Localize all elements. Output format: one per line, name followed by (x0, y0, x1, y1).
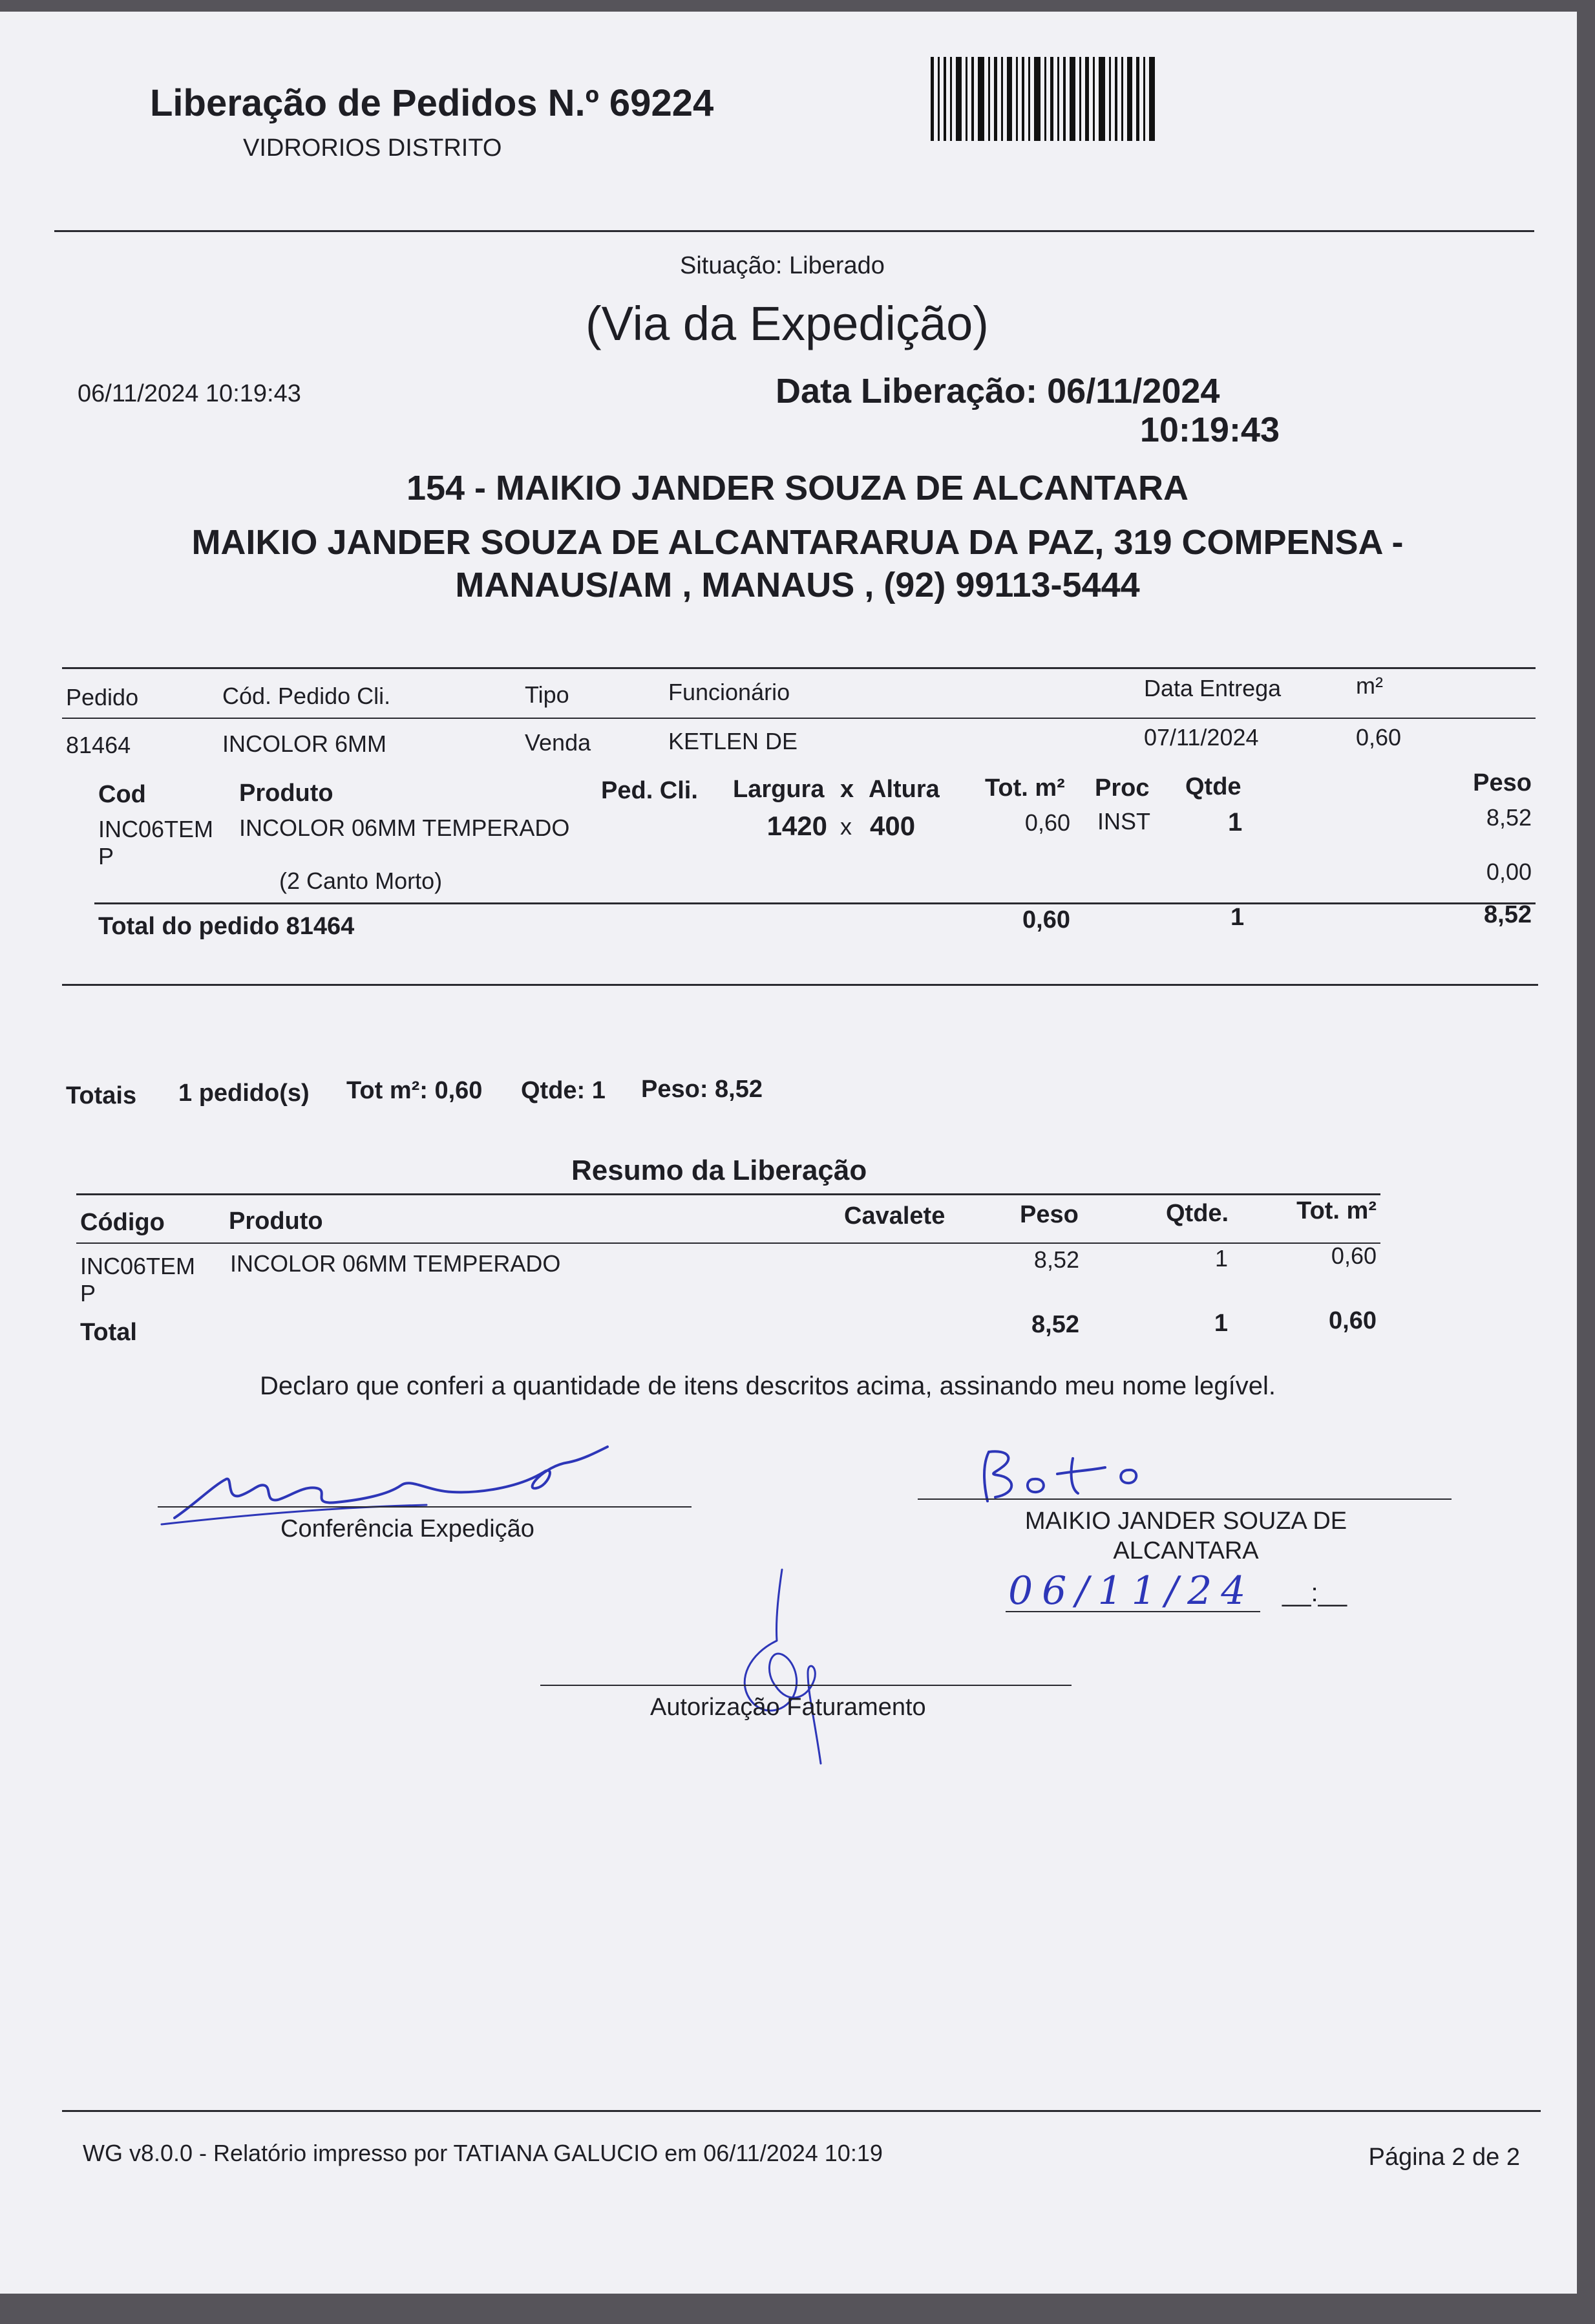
order-total-label: Total do pedido 81464 (98, 913, 355, 940)
document-page (0, 12, 1577, 2294)
header-rule (54, 230, 1534, 232)
barcode (931, 57, 1194, 141)
summary-header-produto: Produto (229, 1208, 323, 1235)
order-total-peso: 8,52 (1484, 901, 1532, 928)
item-header-tot-m2: Tot. m² (985, 774, 1065, 802)
summary-tot-m2: 0,60 (1331, 1242, 1377, 1269)
summary-header-tot-m2: Tot. m² (1296, 1197, 1377, 1224)
footer-page-number: Página 2 de 2 (1368, 2144, 1520, 2171)
item-total-rule (94, 902, 1536, 904)
item-header-proc: Proc (1095, 774, 1150, 802)
summary-codigo-line2: P (80, 1280, 96, 1306)
summary-codigo-line1: INC06TEM (80, 1253, 196, 1279)
summary-header-rule (76, 1242, 1380, 1244)
handwritten-date: 06/11/24 (1008, 1568, 1255, 1614)
order-cod-pedido-cli: INCOLOR 6MM (222, 730, 387, 757)
summary-total-label: Total (80, 1319, 137, 1346)
autorizacao-signature-line (540, 1685, 1072, 1686)
via-label: (Via da Expedição) (586, 297, 989, 350)
item-note: (2 Canto Morto) (279, 868, 443, 894)
col-header-pedido: Pedido (66, 684, 139, 710)
summary-produto: INCOLOR 06MM TEMPERADO (230, 1250, 561, 1277)
order-total-m2: 0,60 (1022, 906, 1070, 933)
col-header-data-entrega: Data Entrega (1144, 675, 1282, 701)
print-datetime: 06/11/2024 10:19:43 (78, 380, 301, 407)
item-x: x (840, 813, 852, 840)
time-placeholder: __:__ (1282, 1579, 1347, 1607)
order-data-entrega: 07/11/2024 (1144, 724, 1259, 751)
document-title: Liberação de Pedidos N.º 69224 (150, 82, 714, 124)
date-line (1006, 1611, 1260, 1612)
data-liberacao: Data Liberação: 06/11/2024 (776, 372, 1220, 410)
autorizacao-signature (711, 1557, 866, 1776)
summary-header-qtde: Qtde. (1166, 1200, 1229, 1227)
item-header-altura: Altura (869, 776, 940, 803)
summary-qtde: 1 (1214, 1245, 1228, 1272)
order-table-header-rule (62, 718, 1536, 719)
order-pedido: 81464 (66, 732, 131, 758)
client-name: 154 - MAIKIO JANDER SOUZA DE ALCANTARA (406, 469, 1189, 507)
item-cod-line1: INC06TEM (98, 816, 214, 842)
summary-title: Resumo da Liberação (571, 1155, 867, 1186)
client-name-line1: MAIKIO JANDER SOUZA DE (1024, 1508, 1347, 1535)
company-name: VIDRORIOS DISTRITO (243, 134, 502, 162)
col-header-cod-pedido-cli: Cód. Pedido Cli. (222, 683, 391, 709)
item-proc: INST (1097, 808, 1151, 835)
client-signature-line (918, 1498, 1452, 1500)
col-header-m2: m² (1356, 672, 1383, 699)
order-section-bottom-rule (62, 984, 1538, 986)
item-header-largura: Largura (733, 776, 825, 803)
declaration-text: Declaro que conferi a quantidade de itens descritos acima, assinando meu nome legível. (260, 1372, 1276, 1400)
item-header-qtde: Qtde (1185, 773, 1241, 800)
footer-print-info: WG v8.0.0 - Relatório impresso por TATIANA GALUCIO em 06/11/2024 10:19 (83, 2140, 883, 2166)
client-address-line2: MANAUS/AM , MANAUS , (92) 99113-5444 (455, 566, 1140, 604)
conferencia-signature-line (158, 1506, 692, 1508)
item-altura: 400 (870, 811, 916, 841)
totals-label: Totais (66, 1082, 137, 1109)
totals-pedidos: 1 pedido(s) (178, 1080, 310, 1107)
client-name-line2: ALCANTARA (1113, 1537, 1259, 1564)
summary-peso: 8,52 (1033, 1246, 1079, 1273)
item-tot-m2: 0,60 (1024, 809, 1070, 836)
item-header-peso: Peso (1473, 769, 1532, 796)
order-total-qtde: 1 (1231, 904, 1245, 931)
totals-peso: Peso: 8,52 (641, 1076, 763, 1103)
col-header-tipo: Tipo (525, 681, 569, 708)
summary-header-cavalete: Cavalete (844, 1202, 945, 1230)
item-produto: INCOLOR 06MM TEMPERADO (239, 815, 570, 841)
col-header-funcionario: Funcionário (668, 679, 790, 705)
footer-rule (62, 2110, 1541, 2112)
totals-qtde: Qtde: 1 (521, 1077, 606, 1104)
conferencia-label: Conferência Expedição (280, 1515, 534, 1542)
summary-total-qtde: 1 (1214, 1310, 1228, 1337)
data-liberacao-time: 10:19:43 (1139, 410, 1280, 449)
summary-total-tot-m2: 0,60 (1329, 1307, 1377, 1334)
item-largura: 1420 (766, 811, 827, 841)
item-peso: 8,52 (1486, 804, 1532, 831)
order-tipo: Venda (525, 729, 591, 756)
autorizacao-label: Autorização Faturamento (650, 1694, 926, 1721)
summary-header-peso: Peso (1020, 1201, 1079, 1228)
status-situacao: Situação: Liberado (680, 252, 885, 279)
item-note-peso: 0,00 (1486, 858, 1532, 885)
totals-tot-m2: Tot m²: 0,60 (346, 1077, 483, 1104)
item-header-cod: Cod (98, 781, 146, 808)
summary-top-rule (76, 1193, 1380, 1195)
client-address-line1: MAIKIO JANDER SOUZA DE ALCANTARARUA DA PAZ, 319 COMPENSA - (191, 523, 1404, 562)
item-cod-line2: P (98, 843, 114, 869)
item-header-produto: Produto (239, 780, 333, 807)
summary-total-peso: 8,52 (1031, 1311, 1079, 1338)
item-header-ped-cli: Ped. Cli. (601, 777, 698, 804)
item-qtde: 1 (1228, 808, 1243, 837)
summary-header-codigo: Código (80, 1209, 165, 1236)
item-header-x: x (840, 776, 854, 803)
order-table-top-rule (62, 667, 1536, 669)
order-m2: 0,60 (1356, 724, 1402, 751)
order-funcionario: KETLEN DE (668, 728, 798, 754)
